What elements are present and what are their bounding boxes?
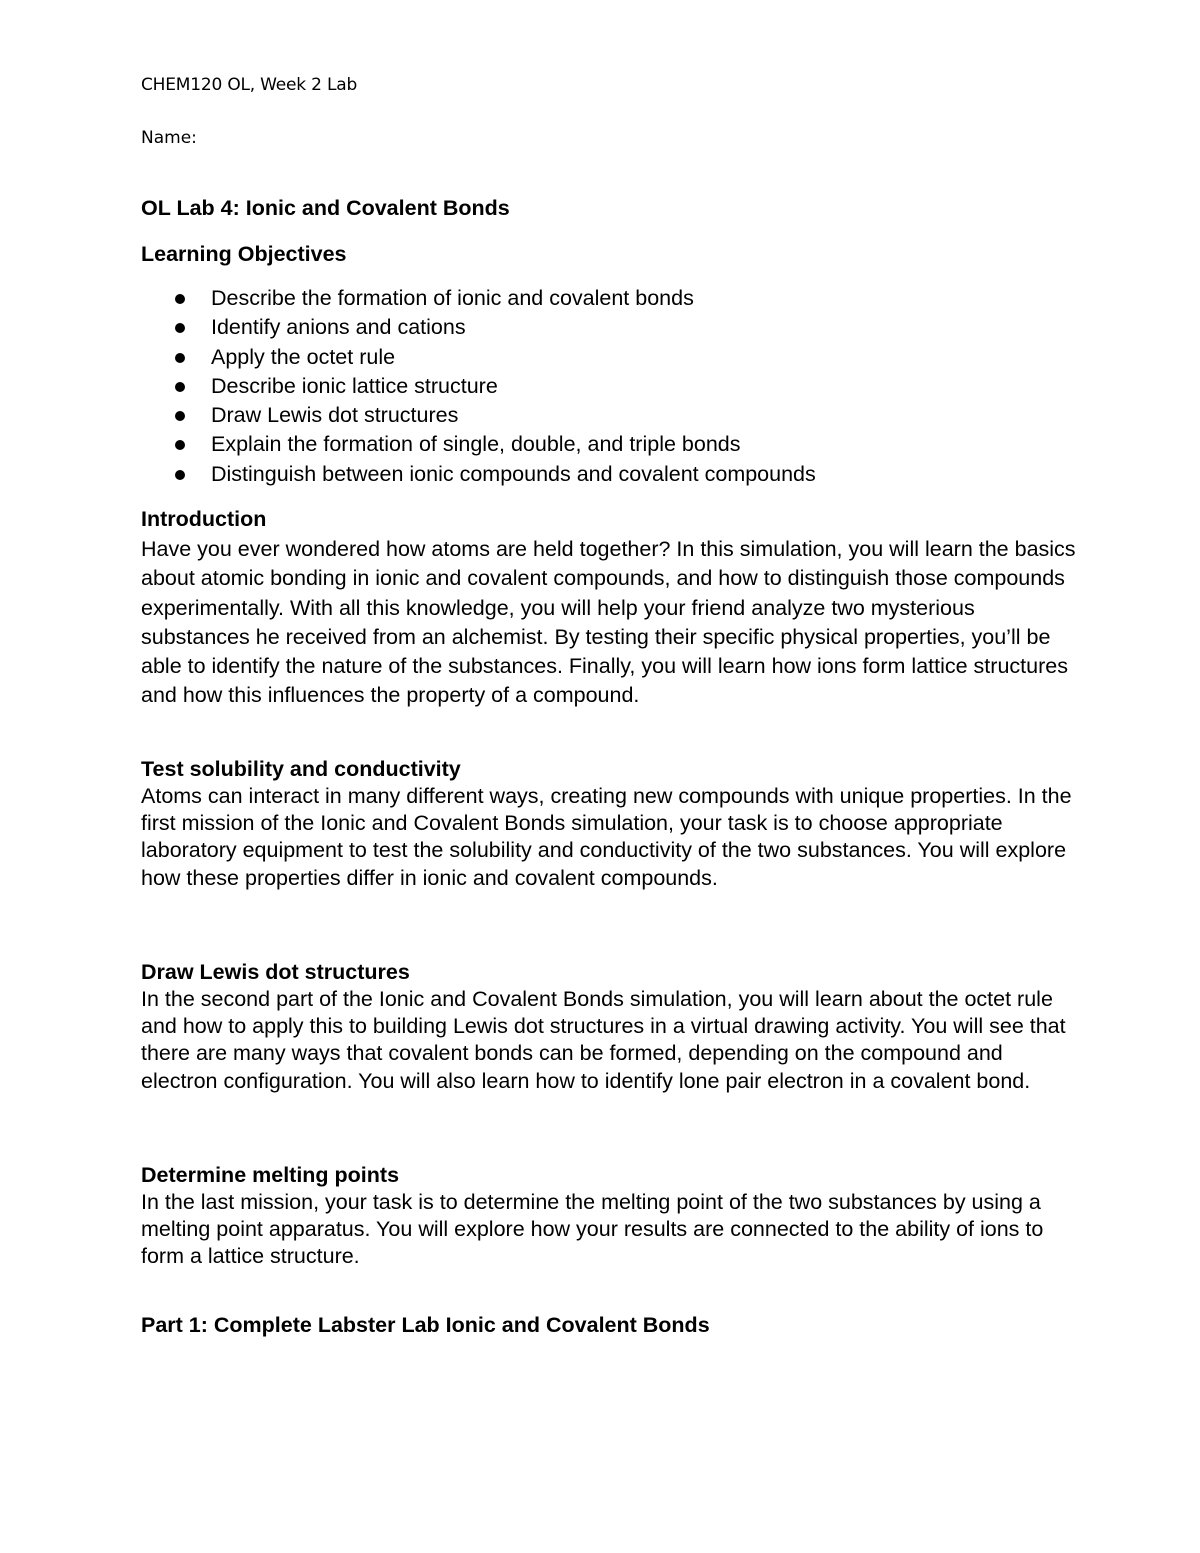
part1-title: Part 1: Complete Labster Lab Ionic and Covalent Bonds (141, 1313, 710, 1337)
lewis-section (141, 958, 1081, 1095)
lab-title: OL Lab 4: Ionic and Covalent Bonds (141, 196, 510, 220)
objective-text: Describe ionic lattice structure (211, 373, 498, 398)
bullet-icon (175, 323, 185, 333)
course-header: CHEM120 OL, Week 2 Lab (141, 75, 358, 95)
melting-body: In the last mission, your task is to determine the melting point of the two substances by using a melting point apparatus. You will explore how your results are connected to the ability of ions to form a lattice structure. (141, 1190, 1044, 1269)
name-label: Name: (141, 128, 197, 148)
objective-item (141, 401, 1081, 430)
bullet-icon (175, 353, 185, 363)
objective-text: Apply the octet rule (211, 344, 396, 369)
bullet-icon (175, 294, 185, 304)
bullet-icon (175, 382, 185, 392)
bullet-icon (175, 411, 185, 421)
solubility-body: Atoms can interact in many different ways, creating new compounds with unique properties. In the first mission of the Ionic and Covalent Bonds simulation, your task is to choose appropriate laboratory equipment to test the solubility and conductivity of the two substances. You will explore how these properties differ in ionic and covalent compounds. (141, 784, 1072, 890)
objective-text: Distinguish between ionic compounds and covalent compounds (211, 461, 816, 486)
introduction-body: Have you ever wondered how atoms are held together? In this simulation, you will learn the basics about atomic bonding in ionic and covalent compounds, and how to distinguish those compounds experimentally. With all this knowledge, you will help your friend analyze two mysterious substances he received from an alchemist. By testing their specific physical properties, you’ll be able to identify the nature of the substances. Finally, you will learn how ions form lattice structures and how this influences the property of a compound. (141, 537, 1076, 708)
objective-text: Identify anions and cations (211, 315, 466, 340)
lewis-body: In the second part of the Ionic and Covalent Bonds simulation, you will learn about the octet rule and how to apply this to building Lewis dot structures in a virtual drawing activity. You will see that there are many ways that covalent bonds can be formed, depending on the compound and electron configuration. You will also learn how to identify lone pair electron in a covalent bond. (141, 987, 1066, 1093)
bullet-icon (175, 440, 185, 450)
melting-section (141, 1161, 1081, 1271)
objective-text: Explain the formation of single, double, and triple bonds (211, 432, 741, 457)
solubility-section (141, 755, 1081, 892)
objective-text: Describe the formation of ionic and covalent bonds (211, 286, 694, 310)
objectives-heading: Learning Objectives (141, 242, 347, 266)
melting-heading: Determine melting points (141, 1163, 400, 1187)
introduction-section (141, 505, 1081, 711)
objective-item (141, 284, 1081, 313)
lewis-heading: Draw Lewis dot structures (141, 960, 410, 984)
objective-item (141, 372, 1081, 401)
objective-item (141, 430, 1081, 459)
objectives-list (141, 284, 1081, 489)
solubility-heading: Test solubility and conductivity (141, 757, 461, 781)
objective-item (141, 343, 1081, 372)
bullet-icon (175, 470, 185, 480)
objective-text: Draw Lewis dot structures (211, 403, 459, 428)
objective-item (141, 460, 1081, 489)
objective-item (141, 313, 1081, 342)
introduction-heading: Introduction (141, 507, 267, 531)
